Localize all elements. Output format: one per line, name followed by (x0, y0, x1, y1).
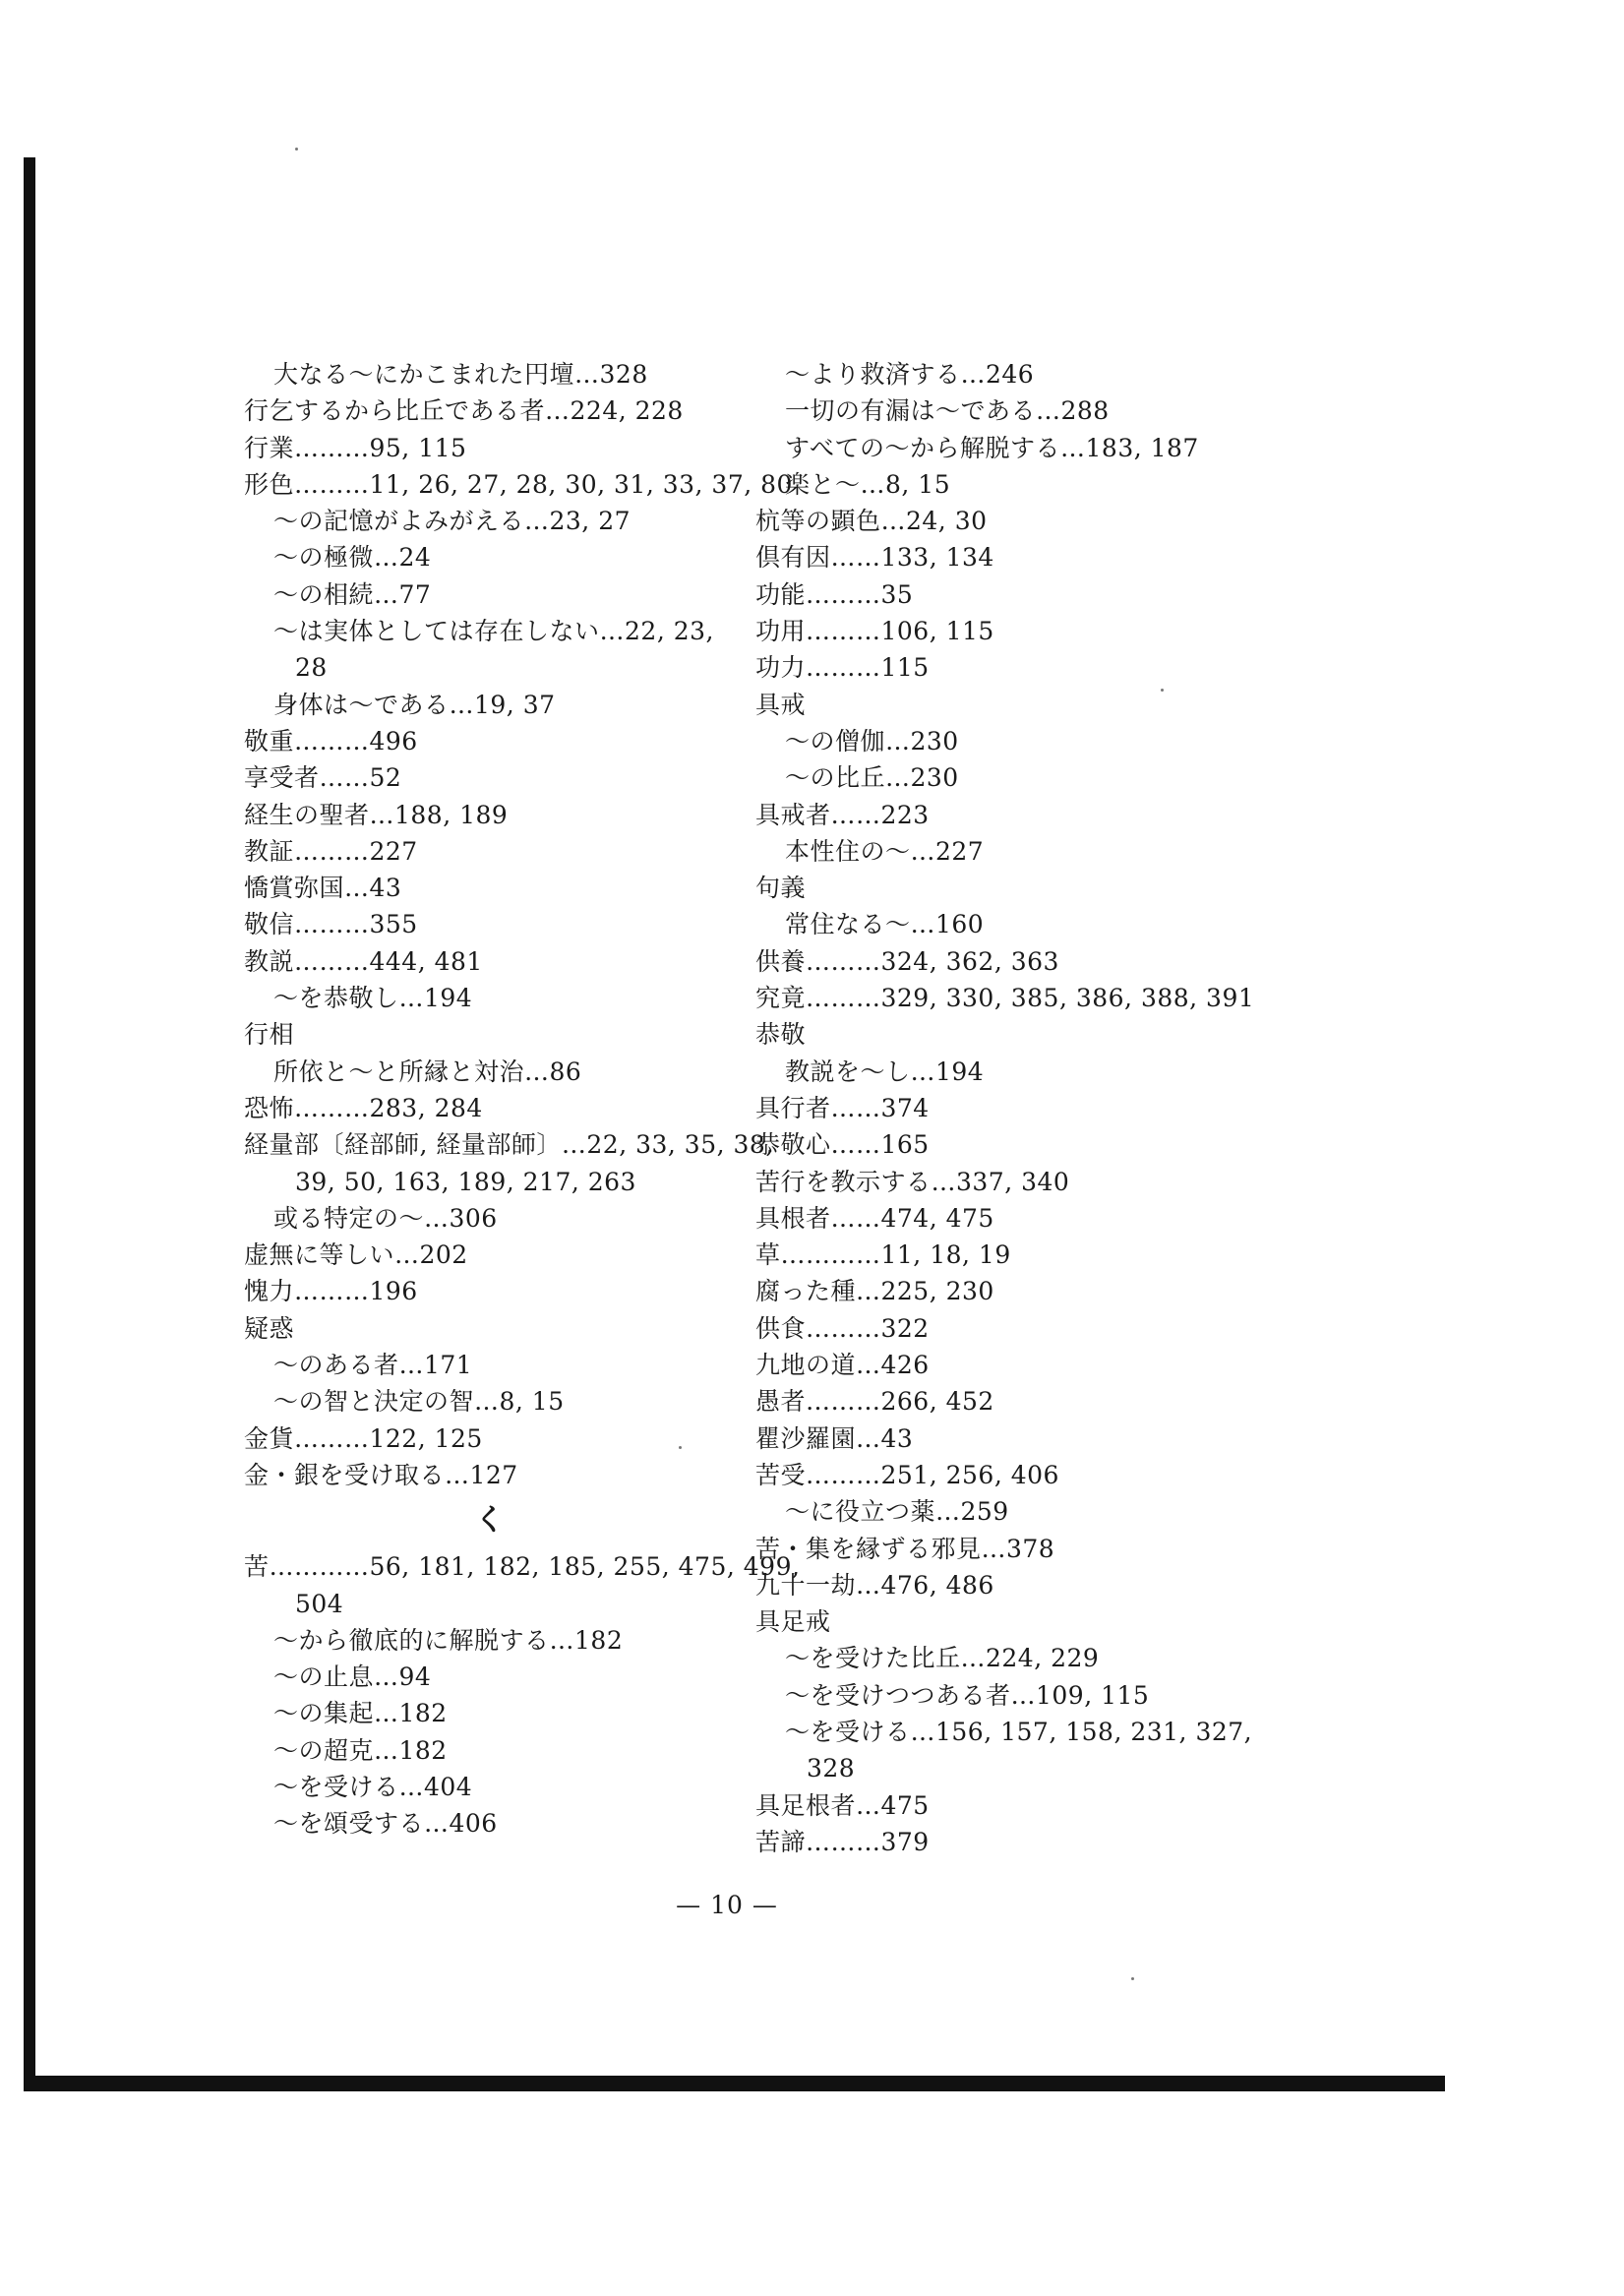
index-entry: 教証………227 (244, 836, 418, 866)
index-entry: 愧力………196 (244, 1277, 418, 1306)
index-subentry: 教説を～し…194 (785, 1057, 985, 1086)
index-subentry: ～の智と決定の智…8, 15 (273, 1387, 565, 1417)
index-entry: 九十一劫…476, 486 (755, 1570, 994, 1600)
index-entry: 苦…………56, 181, 182, 185, 255, 475, 499, (244, 1552, 801, 1582)
index-entry: 行業………95, 115 (244, 433, 467, 462)
index-subentry: ～を受けた比丘…224, 229 (785, 1644, 1100, 1673)
index-subentry: ～の極微…24 (273, 543, 432, 573)
index-subentry: 楽と～…8, 15 (785, 469, 951, 499)
index-subentry: ～を恭敬し…194 (273, 984, 473, 1013)
index-column-right (755, 356, 1255, 1860)
index-subentry: ～の超克…182 (273, 1735, 448, 1765)
index-entry: 供養………324, 362, 363 (755, 946, 1059, 976)
index-entry: 虚無に等しい…202 (244, 1240, 468, 1270)
index-entry: 功力………115 (755, 653, 930, 683)
index-entry: 具行者……374 (755, 1093, 930, 1122)
scan-border-bottom (24, 2076, 1445, 2091)
index-entry: 行相 (244, 1020, 295, 1050)
index-subentry: ～を受ける…156, 157, 158, 231, 327, (785, 1717, 1253, 1746)
index-entry: 具足根者…475 (755, 1790, 930, 1820)
page-number: — 10 — (676, 1891, 778, 1919)
index-entry: 経量部〔経部師, 経量部師〕…22, 33, 35, 38, (244, 1130, 774, 1160)
index-subentry: 或る特定の～…306 (273, 1203, 498, 1233)
index-subentry: ～の僧伽…230 (785, 726, 959, 755)
index-continuation: 28 (295, 653, 328, 683)
index-entry: 具戒者……223 (755, 800, 930, 829)
scan-speck (1131, 1977, 1134, 1980)
index-subentry: ～の記憶がよみがえる…23, 27 (273, 507, 632, 536)
index-entry: 功能………35 (755, 579, 914, 609)
index-entry: 功用………106, 115 (755, 617, 994, 646)
index-entry: 享受者……52 (244, 763, 402, 793)
index-entry: 恐怖………283, 284 (244, 1093, 483, 1122)
index-entry: 行乞するから比丘である者…224, 228 (244, 396, 684, 426)
index-entry: 形色………11, 26, 27, 28, 30, 31, 33, 37, 80 (244, 469, 793, 499)
index-subentry: 大なる～にかこまれた円壇…328 (273, 360, 648, 389)
index-entry: 九地の道…426 (755, 1351, 930, 1380)
index-subentry: 一切の有漏は～である…288 (785, 396, 1110, 426)
index-entry: 苦行を教示する…337, 340 (755, 1167, 1070, 1196)
index-entry: 具根者……474, 475 (755, 1203, 994, 1233)
index-subentry: ～から徹底的に解脱する…182 (273, 1625, 624, 1655)
index-entry: 恭敬 (755, 1020, 807, 1050)
section-heading: く (474, 1503, 506, 1539)
index-entry: 苦・集を縁ずる邪見…378 (755, 1534, 1055, 1563)
index-subentry: 常住なる～…160 (785, 910, 985, 939)
index-entry: 敬重………496 (244, 726, 418, 755)
index-entry: 憍賞弥国…43 (244, 874, 402, 903)
index-entry: 具足戒 (755, 1607, 831, 1637)
index-continuation: 328 (807, 1754, 856, 1783)
index-entry: 句義 (755, 874, 807, 903)
index-subentry: ～の比丘…230 (785, 763, 959, 793)
scan-speck (295, 148, 298, 151)
index-subentry: 本性住の～…227 (785, 836, 985, 866)
index-subentry: ～を受ける…404 (273, 1772, 473, 1801)
index-subentry: ～は実体としては存在しない…22, 23, (273, 617, 714, 646)
index-entry: 金・銀を受け取る…127 (244, 1460, 518, 1489)
index-entry: 供食………322 (755, 1313, 930, 1343)
index-entry: 教説………444, 481 (244, 946, 483, 976)
index-continuation: 39, 50, 163, 189, 217, 263 (295, 1167, 636, 1196)
index-entry: 究竟………329, 330, 385, 386, 388, 391 (755, 984, 1255, 1013)
index-entry: 愚者………266, 452 (755, 1387, 994, 1417)
index-entry: 恭敬心……165 (755, 1130, 930, 1160)
index-subentry: ～の止息…94 (273, 1662, 432, 1692)
index-subentry: ～に役立つ薬…259 (785, 1497, 1009, 1527)
index-subentry: ～のある者…171 (273, 1351, 473, 1380)
index-subentry: すべての～から解脱する…183, 187 (785, 433, 1199, 462)
index-continuation: 504 (295, 1589, 344, 1618)
index-entry: 敬信………355 (244, 910, 418, 939)
index-subentry: ～の相続…77 (273, 579, 432, 609)
index-entry: 苦諦………379 (755, 1827, 930, 1856)
index-entry: 草…………11, 18, 19 (755, 1240, 1011, 1270)
index-subentry: 所依と～と所縁と対治…86 (273, 1057, 582, 1086)
index-entry: 苦受………251, 256, 406 (755, 1460, 1059, 1489)
index-entry: 杭等の顕色…24, 30 (755, 507, 988, 536)
index-entry: 瞿沙羅園…43 (755, 1423, 914, 1453)
index-subentry: ～を受けつつある者…109, 115 (785, 1680, 1150, 1710)
scan-border-left (24, 157, 35, 2090)
index-subentry: ～より救済する…246 (785, 360, 1035, 389)
index-entry: 金貨………122, 125 (244, 1423, 483, 1453)
index-subentry: ～の集起…182 (273, 1699, 448, 1728)
index-entry: 疑惑 (244, 1313, 295, 1343)
index-subentry: 身体は～である…19, 37 (273, 690, 556, 719)
index-entry: 腐った種…225, 230 (755, 1277, 994, 1306)
index-subentry: ～を頌受する…406 (273, 1809, 498, 1839)
index-entry: 倶有因……133, 134 (755, 543, 994, 573)
index-entry: 具戒 (755, 690, 807, 719)
index-entry: 経生の聖者…188, 189 (244, 800, 509, 829)
